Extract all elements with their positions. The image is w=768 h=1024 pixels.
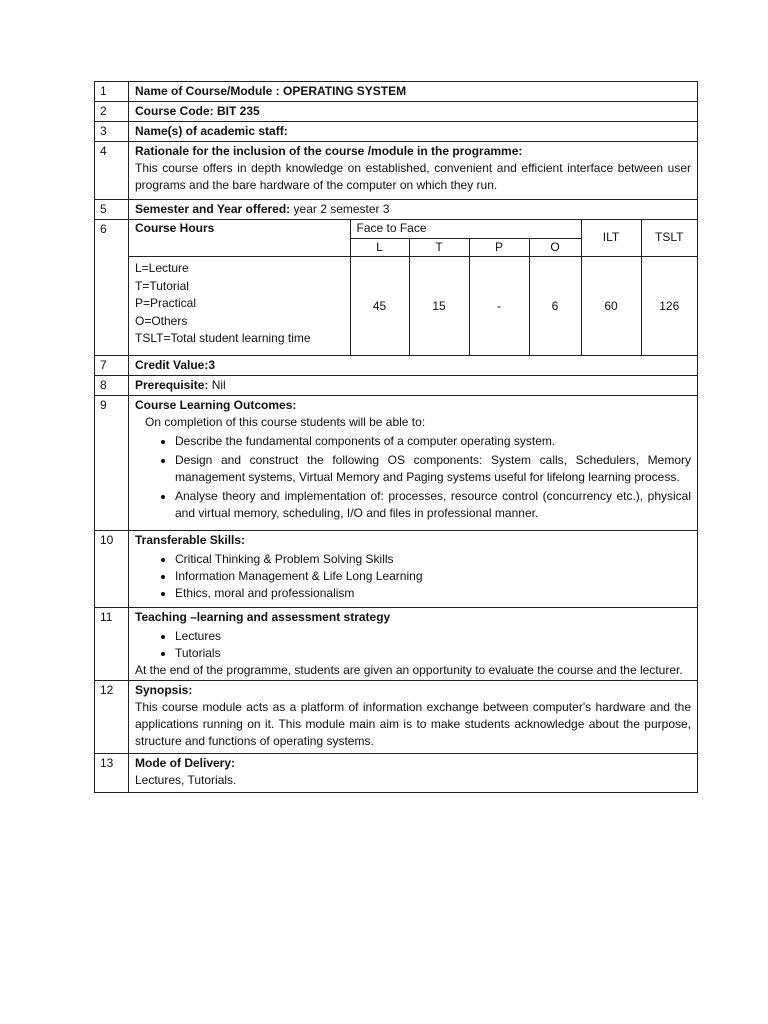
row-transferable-skills bbox=[95, 530, 698, 607]
legend-tutorial: T=Tutorial bbox=[135, 278, 189, 293]
col-o-header: O bbox=[529, 239, 581, 257]
synopsis-label: Synopsis: bbox=[135, 682, 193, 697]
learning-outcomes-label: Course Learning Outcomes: bbox=[135, 397, 297, 412]
prerequisite-label: Prerequisite: bbox=[135, 377, 209, 392]
row-number: 2 bbox=[95, 102, 129, 122]
legend-practical: P=Practical bbox=[135, 296, 197, 311]
row-synopsis bbox=[95, 680, 698, 753]
course-hours-label: Course Hours bbox=[135, 221, 215, 235]
list-item: • Tutorials bbox=[175, 645, 691, 662]
col-t-header: T bbox=[409, 239, 469, 257]
list-item: • Analyse theory and implementation of: processes, resource control (concurrency etc.), physical and virtual memory, scheduling, I/O and files in professional manner. bbox=[175, 488, 691, 522]
value-tslt: 126 bbox=[641, 257, 697, 356]
row-number: 13 bbox=[95, 753, 129, 792]
list-item: • Critical Thinking & Problem Solving Skills bbox=[175, 551, 691, 568]
mode-of-delivery-value: Lectures, Tutorials. bbox=[135, 772, 237, 787]
row-academic-staff bbox=[95, 122, 698, 142]
row-number: 3 bbox=[95, 122, 129, 142]
ilt-header: ILT bbox=[581, 219, 641, 257]
row-teaching-strategy bbox=[95, 607, 698, 680]
course-hours-table bbox=[129, 219, 697, 356]
row-course-code bbox=[95, 102, 698, 122]
course-name: Name of Course/Module : OPERATING SYSTEM bbox=[135, 84, 407, 98]
row-number: 9 bbox=[95, 395, 129, 530]
row-credit-value bbox=[95, 355, 698, 375]
rationale-label: Rationale for the inclusion of the course /module in the programme: bbox=[135, 144, 523, 158]
row-course-hours bbox=[95, 220, 698, 356]
legend-lecture: L=Lecture bbox=[135, 261, 189, 275]
list-item: • Information Management & Life Long Learning bbox=[175, 568, 691, 585]
outcomes-list bbox=[135, 433, 691, 522]
row-number: 10 bbox=[95, 530, 129, 607]
list-item: • Lectures bbox=[175, 628, 691, 645]
value-l: 45 bbox=[350, 257, 409, 356]
teaching-note: At the end of the programme, students are given an opportunity to evaluate the course and the lecturer. bbox=[135, 662, 683, 677]
row-number: 12 bbox=[95, 680, 129, 753]
list-item: • Ethics, moral and professionalism bbox=[175, 585, 691, 602]
col-l-header: L bbox=[350, 239, 409, 257]
academic-staff-label: Name(s) of academic staff: bbox=[135, 124, 288, 138]
hours-legend bbox=[129, 257, 350, 356]
list-item: • Design and construct the following OS components: System calls, Schedulers, Memory management systems, Virtual Memory and Paging systems useful for lifelong learning process. bbox=[175, 452, 691, 486]
mode-of-delivery-label: Mode of Delivery: bbox=[135, 755, 236, 770]
row-number: 8 bbox=[95, 375, 129, 395]
transferable-skills-label: Transferable Skills: bbox=[135, 532, 246, 547]
row-learning-outcomes bbox=[95, 395, 698, 530]
legend-tslt: TSLT=Total student learning time bbox=[135, 331, 311, 346]
row-number: 7 bbox=[95, 355, 129, 375]
row-prerequisite bbox=[95, 375, 698, 395]
semester-label: Semester and Year offered: bbox=[135, 202, 291, 216]
row-number: 6 bbox=[95, 220, 129, 356]
row-mode-of-delivery bbox=[95, 753, 698, 792]
rationale-text: This course offers in depth knowledge on established, convenient and efficient interface between user programs and the bare hardware of the computer on which they run. bbox=[135, 161, 691, 192]
teaching-strategy-label: Teaching –learning and assessment strategy bbox=[135, 609, 391, 624]
row-number: 1 bbox=[95, 82, 129, 102]
row-number: 4 bbox=[95, 142, 129, 200]
synopsis-text: This course module acts as a platform of information exchange between computer's hardware and the applications running on it. This module main aim is to make students acknowledge about the purpose, structure and functions of operating systems. bbox=[135, 699, 691, 748]
legend-others: O=Others bbox=[135, 313, 188, 328]
credit-value: Credit Value:3 bbox=[135, 357, 216, 372]
row-semester bbox=[95, 200, 698, 220]
row-number: 5 bbox=[95, 200, 129, 220]
prerequisite-value: Nil bbox=[208, 377, 226, 392]
teaching-list bbox=[135, 628, 691, 662]
face-to-face-header: Face to Face bbox=[350, 219, 581, 239]
tslt-header: TSLT bbox=[641, 219, 697, 257]
skills-list bbox=[135, 551, 691, 602]
course-code: Course Code: BIT 235 bbox=[135, 104, 260, 118]
value-ilt: 60 bbox=[581, 257, 641, 356]
row-course-name bbox=[95, 82, 698, 102]
row-rationale bbox=[95, 142, 698, 200]
course-info-table bbox=[94, 81, 698, 793]
semester-value: year 2 semester 3 bbox=[290, 202, 390, 216]
row-number: 11 bbox=[95, 607, 129, 680]
col-p-header: P bbox=[469, 239, 529, 257]
value-p: - bbox=[469, 257, 529, 356]
outcomes-intro: On completion of this course students will be able to: bbox=[145, 414, 426, 429]
list-item: • Describe the fundamental components of a computer operating system. bbox=[175, 433, 691, 450]
value-t: 15 bbox=[409, 257, 469, 356]
value-o: 6 bbox=[529, 257, 581, 356]
